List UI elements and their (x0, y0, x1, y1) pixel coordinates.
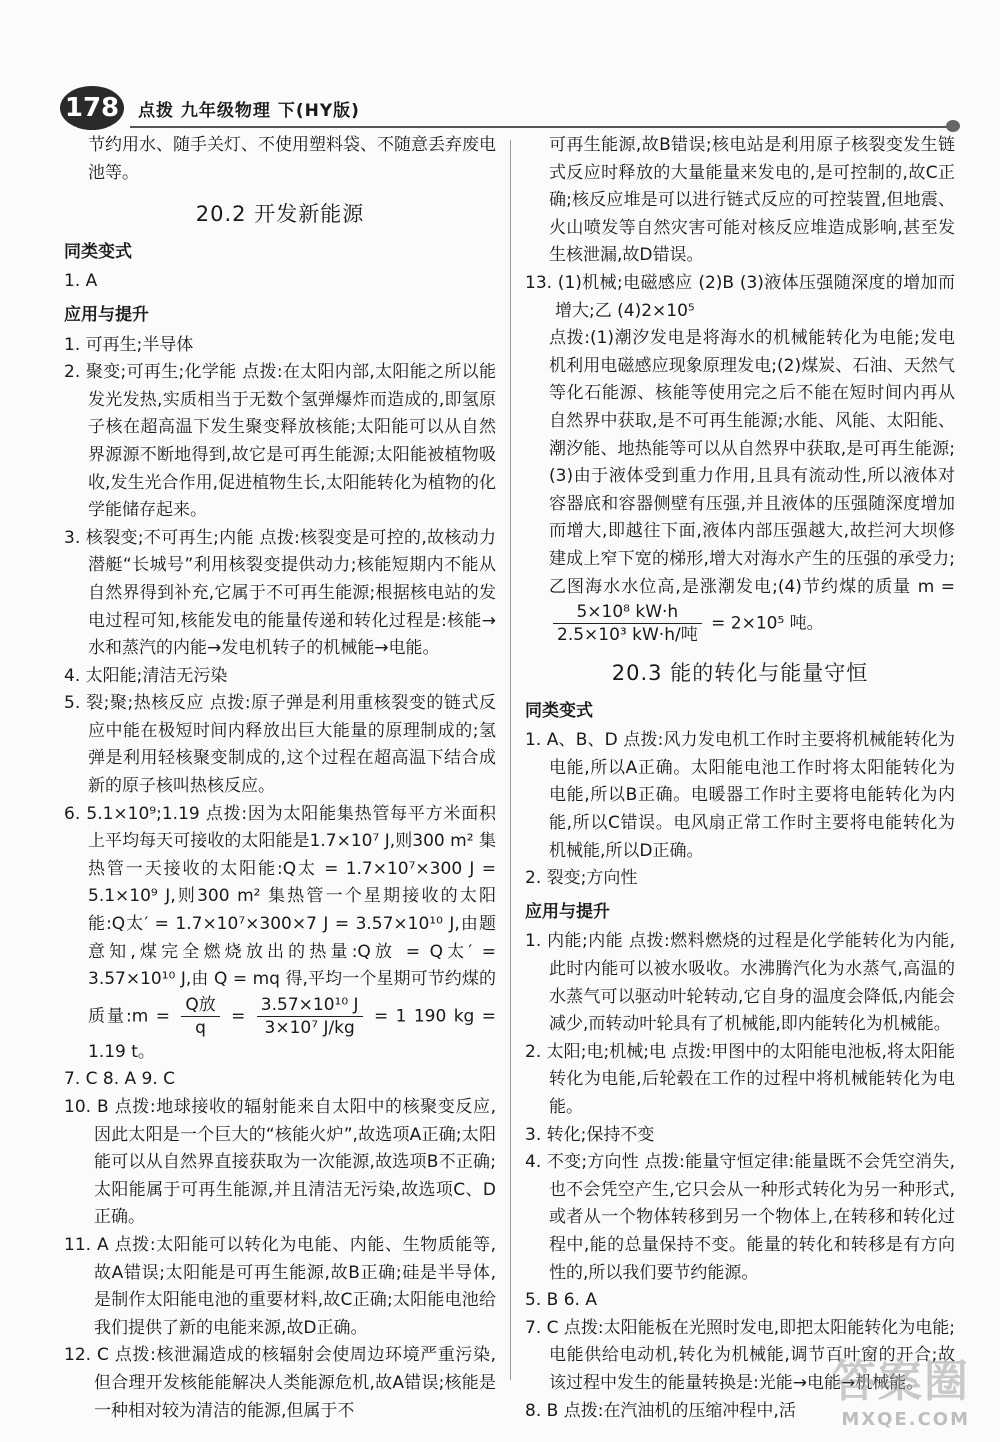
watermark-logo: 答案圈 (832, 1356, 970, 1407)
fraction-denominator: q (195, 1017, 206, 1038)
column-divider (510, 140, 511, 1380)
answer-item: 3. 转化;保持不变 (525, 1124, 655, 1145)
answer-item: 10. B 点拨:地球接收的辐射能来自太阳中的核聚变反应,因此太阳是一个巨大的“核能火炉”,故选项A正确;太阳能可以从自然界直接获取为一次能源,故选项B不正确;太阳能属于可再生能源,并且清洁无污染,故选项C、D正确。 (64, 1097, 496, 1228)
subheading-similar-variants: 同类变式 (525, 700, 593, 721)
fraction (257, 994, 363, 1039)
section-title-20-3: 20.3 能的转化与能量守恒 (611, 661, 869, 686)
answer-item: 1. A (64, 271, 98, 292)
fraction-numerator: Q放 (181, 994, 219, 1017)
subheading-similar-variants: 同类变式 (64, 241, 132, 262)
watermark (832, 1345, 970, 1430)
answer-item-13-explanation (525, 325, 955, 646)
answer-text: = 2×10⁵ 吨。 (711, 613, 824, 634)
answer-item: 1. 可再生;半导体 (64, 334, 194, 355)
answer-item-6 (64, 801, 496, 1067)
answer-text: = 1 190 kg = 1.19 t。 (88, 1006, 496, 1062)
answer-item: 12. C 点拨:核泄漏造成的核辐射会使周边环境严重污染,但合理开发核能能解决人类能源危机,故A错误;核能是一种相对较为清洁的能源,但属于不 (64, 1345, 496, 1421)
equals-sign: = (231, 1006, 246, 1027)
answer-item: 7. C 8. A 9. C (64, 1069, 176, 1090)
answer-text: 点拨:(1)潮汐发电是将海水的机械能转化为电能;发电机利用电磁感应现象原理发电;(2)煤炭、石油、天然气等化石能源、核能等使用完之后不能在短时间内再从自然界中获取,是不可再生能源;水能、风能、太阳能、潮汐能、地热能等可以从自然界中获取,是可再生能源;(3)由于液体受到重力作用,且具有流动性,所以液体对容器底和容器侧壁有压强,并且液体的压强随深度增加而增大,即越往下面,液体内部压强越大,故拦河大坝修建成上窄下宽的梯形,增大对海水产生的压强的承受力;乙图海水水位高,是涨潮发电;(4)节约煤的质量 m = (549, 328, 955, 597)
subheading-application: 应用与提升 (525, 901, 610, 922)
left-column (64, 132, 496, 1425)
fraction-numerator: 5×10⁸ kW·h (553, 601, 702, 624)
answer-item: 2. 太阳;电;机械;电 点拨:甲图中的太阳能电池板,将太阳能转化为电能,后轮毂在工作的过程中将机械能转化为电能。 (525, 1041, 955, 1117)
answer-item: 1. A、B、D 点拨:风力发电机工作时主要将机械能转化为电能,所以A正确。太阳能电池工作时将太阳能转化为电能,所以B正确。电暖器工作时主要将电能转化为内能,所以C错误。电风扇正常工作时主要将电能转化为机械能,所以D正确。 (525, 730, 955, 861)
answer-item: 5. B 6. A (525, 1290, 597, 1311)
watermark-url: MXQE.COM (841, 1409, 970, 1430)
intro-text: 节约用水、随手关灯、不使用塑料袋、不随意丢弃废电池等。 (88, 135, 496, 183)
section-title-20-2: 20.2 开发新能源 (195, 202, 365, 227)
answer-item: 7. C 点拨:太阳能板在光照时发电,即把太阳能转化为电能;电能供给电动机,转化为机械能,调节百叶窗的开合;故该过程中发生的能量转换是:光能→电能→机械能。 (525, 1317, 955, 1393)
answer-item: 2. 聚变;可再生;化学能 点拨:在太阳内部,太阳能之所以能发光发热,实质相当于无数个氢弹爆炸而造成的,即氢原子核在超高温下发生聚变释放核能;太阳能可以从自然界源源不断地得到,故它是可再生能源;太阳能被植物吸收,发生光合作用,促进植物生长,太阳能转化为植物的化学能储存起来。 (64, 362, 496, 521)
answer-text: 6. 5.1×10⁹;1.19 点拨:因为太阳能集热管每平方米面积上平均每天可接收的太阳能是1.7×10⁷ J,则300 m² 集热管一天接收的太阳能:Q太 = 1.7×10⁷×300 J = 5.1×10⁹ J,则300 m² 集热管一个星期接收的太阳能:Q太′ = 1.7×10⁷×300×7 J = 3.57×10¹⁰ J,由题意知,煤完全燃烧放出的热量:Q放 = Q太′ = 3.57×10¹⁰ J,由 Q = mq 得,平均一个星期可节约煤的质量:m = (64, 803, 496, 1027)
header-rule (130, 126, 954, 128)
header-ornament (946, 120, 960, 132)
fraction-denominator: 2.5×10³ kW·h/吨 (557, 625, 698, 646)
answer-item: 4. 不变;方向性 点拨:能量守恒定律:能量既不会凭空消失,也不会凭空产生,它只会从一种形式转化为另一种形式,或者从一个物体转移到另一个物体上,在转移和转化过程中,能的总量保持不变。能量的转化和转移是有方向性的,所以我们要节约能源。 (525, 1152, 955, 1283)
answer-continuation: 可再生能源,故B错误;核电站是利用原子核裂变发生链式反应时释放的大量能量来发电的,是可控制的,故C正确;核反应堆是可以进行链式反应的可控装置,但地震、火山喷发等自然灾害可能对核反应堆造成影响,甚至发生核泄漏,故D错误。 (549, 135, 955, 266)
answer-item: 13. (1)机械;电磁感应 (2)B (3)液体压强随深度的增加而增大;乙 (4)2×10⁵ (525, 272, 955, 321)
answer-item: 4. 太阳能;清洁无污染 (64, 665, 228, 686)
answer-item: 5. 裂;聚;热核反应 点拨:原子弹是利用重核裂变的链式反应中能在极短时间内释放出巨大能量的原理制成的;氢弹是利用轻核聚变制成的,这个过程在超高温下结合成新的原子核叫热核反应。 (64, 693, 496, 797)
answer-item: 11. A 点拨:太阳能可以转化为电能、内能、生物质能等,故A错误;太阳能是可再生能源,故B正确;硅是半导体,是制作太阳能电池的重要材料,故C正确;太阳能电池给我们提供了新的电能来源,故D正确。 (64, 1234, 496, 1338)
subheading-application: 应用与提升 (64, 304, 149, 325)
answer-item: 8. B 点拨:在汽油机的压缩冲程中,活 (525, 1400, 796, 1421)
answer-item: 1. 内能;内能 点拨:燃料燃烧的过程是化学能转化为内能,此时内能可以被水吸收。水沸腾汽化为水蒸气,高温的水蒸气可以驱动叶轮转动,它自身的温度会降低,内能会减少,而转动叶轮具有了机械能,即内能转化为机械能。 (525, 931, 955, 1035)
fraction (553, 601, 702, 646)
book-title: 点拨 九年级物理 下(HY版) (138, 101, 360, 121)
answer-item: 3. 核裂变;不可再生;内能 点拨:核裂变是可控的,故核动力潜艇“长城号”利用核裂变提供动力;核能短期内不能从自然界得到补充,它属于不可再生能源;根据核电站的发电过程可知,核能发电的能量传递和转化过程是:核能→水和蒸汽的内能→发电机转子的机械能→电能。 (64, 527, 496, 659)
fraction (181, 994, 219, 1039)
page-header (60, 86, 960, 132)
fraction-numerator: 3.57×10¹⁰ J (257, 994, 363, 1017)
fraction-denominator: 3×10⁷ J/kg (264, 1017, 355, 1038)
answer-item: 2. 裂变;方向性 (525, 868, 638, 889)
page-number: 178 (60, 86, 124, 130)
right-column (525, 132, 955, 1425)
